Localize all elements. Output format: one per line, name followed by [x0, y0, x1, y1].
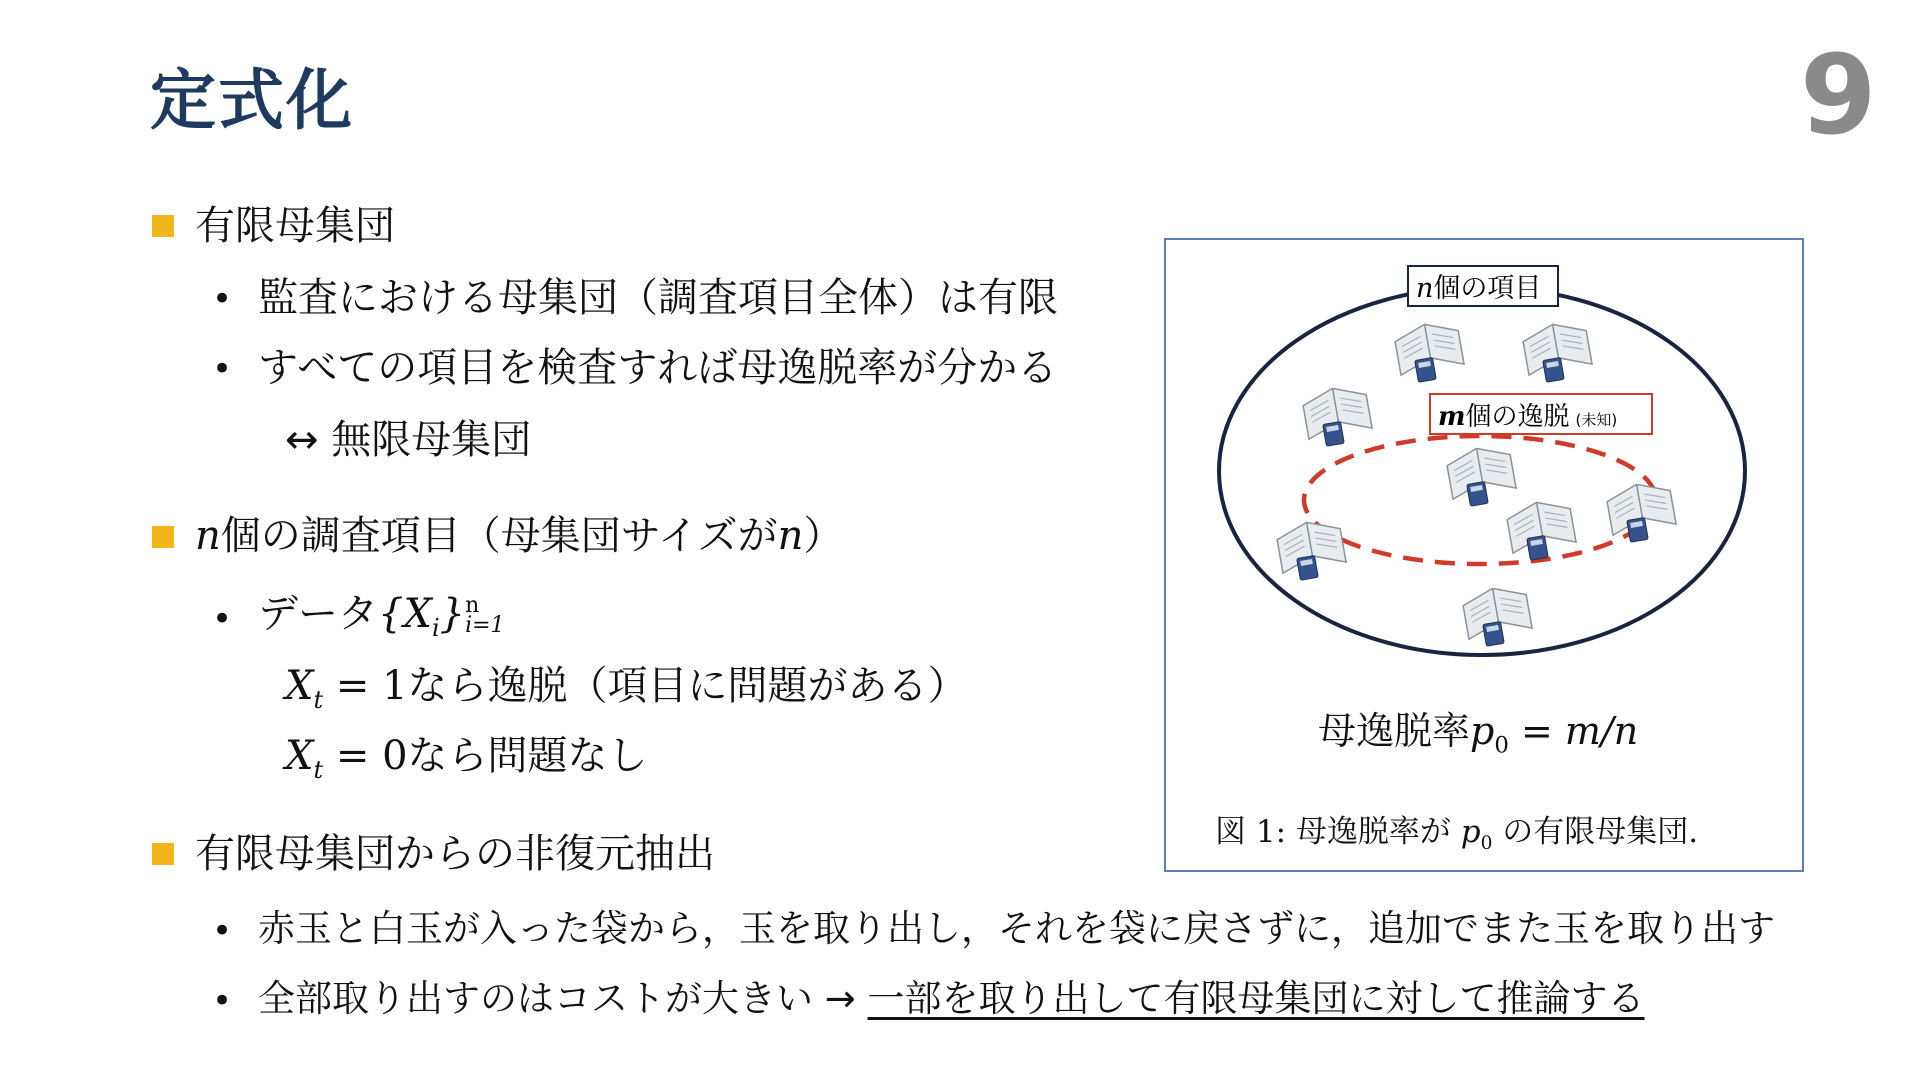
document-icon	[1605, 479, 1678, 545]
deviation-ratio-label: 母逸脱率$p_0 = m/n$	[1318, 709, 1639, 759]
figure-caption: 図 1: 母逸脱率が $p_0$ の有限母集団.	[1215, 814, 1699, 855]
document-icon	[1505, 497, 1578, 563]
document-icon	[1521, 319, 1594, 385]
document-icon	[1393, 319, 1466, 385]
equation-no-problem: $X_t = 0$なら問題なし	[285, 733, 648, 784]
bullet-inspect-all: すべての項目を検査すれば母逸脱率が分かる	[258, 345, 1058, 391]
infinite-population-note: ↔ 無限母集団	[285, 417, 532, 463]
bullet-square	[152, 526, 174, 548]
document-icon	[1445, 443, 1518, 509]
items-label: n個の項目	[1416, 273, 1542, 304]
bullet-square	[152, 215, 174, 237]
bullet-dot: •	[212, 279, 233, 319]
deviation-label: m個の逸脱 (未知)	[1438, 402, 1618, 432]
bullet-cost-inference: 全部取り出すのはコストが大きい → 一部を取り出して有限母集団に対して推論する	[258, 977, 1645, 1020]
bullet-square	[152, 843, 174, 865]
data-definition: データ$\{X_i\}$ n i=1	[258, 591, 505, 642]
bullet-dot: •	[212, 349, 233, 389]
slide-title: 定式化	[150, 62, 354, 139]
document-icon	[1275, 517, 1348, 583]
section-heading-finite-population: 有限母集団	[195, 203, 395, 249]
document-icon	[1461, 583, 1534, 649]
page-number: 9	[1800, 31, 1877, 159]
bullet-ball-sampling: 赤玉と白玉が入った袋から，玉を取り出し，それを袋に戻さずに，追加でまた玉を取り出す	[258, 907, 1775, 950]
population-diagram	[1164, 238, 1804, 872]
section-heading-sampling: 有限母集団からの非復元抽出	[195, 831, 715, 877]
bullet-audit-population: 監査における母集団（調査項目全体）は有限	[258, 275, 1058, 321]
bullet-dot: •	[212, 911, 233, 951]
section-heading-sample-items: n個の調査項目（母集団サイズがn）	[195, 513, 844, 559]
document-icon	[1301, 383, 1374, 449]
equation-deviation: $X_t = 1$なら逸脱（項目に問題がある）	[285, 663, 968, 714]
bullet-dot: •	[212, 599, 233, 639]
bullet-dot: •	[212, 981, 233, 1021]
